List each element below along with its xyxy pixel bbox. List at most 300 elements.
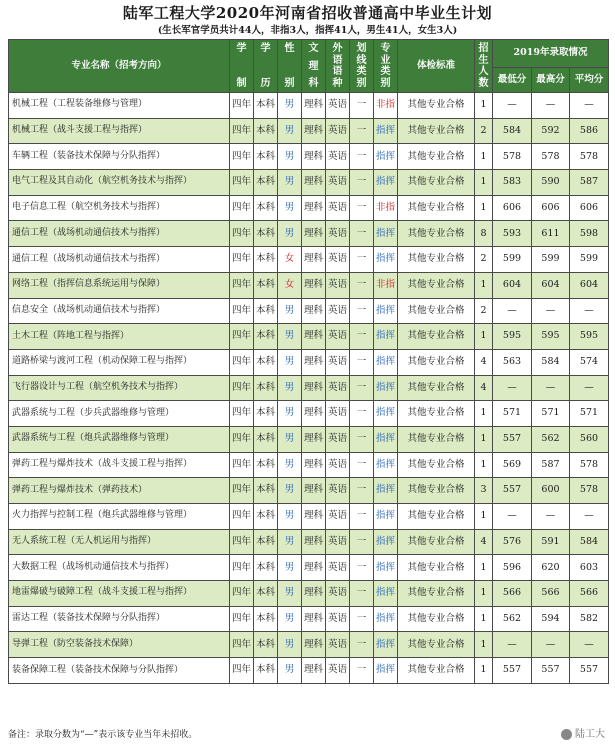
header-huaxian-chars xyxy=(350,43,373,89)
zhuanye-cell: 指挥 xyxy=(374,375,398,401)
header-char: 科 xyxy=(308,78,319,89)
quota-cell: 1 xyxy=(475,195,493,221)
header-2019: 2019年录取情况 xyxy=(493,40,609,68)
huaxian-cell: 一 xyxy=(350,606,374,632)
table-row xyxy=(9,478,609,504)
quota-cell: 4 xyxy=(475,529,493,555)
quota-cell: 1 xyxy=(475,401,493,427)
table-row xyxy=(9,170,609,196)
zhuanye-cell: 指挥 xyxy=(374,247,398,273)
header-char: 语 xyxy=(332,66,343,78)
language-cell: 英语 xyxy=(326,349,350,375)
max-score-cell: 592 xyxy=(532,118,570,144)
tijian-cell: 其他专业合格 xyxy=(398,504,475,530)
header-char: 招 xyxy=(478,43,489,54)
header-char: 历 xyxy=(260,78,271,89)
gender-cell: 男 xyxy=(278,504,302,530)
avg-score-cell: 574 xyxy=(570,349,609,375)
huaxian-cell: 一 xyxy=(350,247,374,273)
xuezhi-cell: 四年 xyxy=(230,221,254,247)
table-row xyxy=(9,426,609,452)
xuezhi-cell: 四年 xyxy=(230,401,254,427)
zhuanye-cell: 指挥 xyxy=(374,221,398,247)
watermark xyxy=(561,725,605,740)
huaxian-cell: 一 xyxy=(350,632,374,658)
header-max: 最高分 xyxy=(532,68,570,93)
tijian-cell: 其他专业合格 xyxy=(398,581,475,607)
wenli-cell: 理科 xyxy=(302,195,326,221)
language-cell: 英语 xyxy=(326,93,350,119)
min-score-cell: 599 xyxy=(493,247,532,273)
quota-cell: 1 xyxy=(475,324,493,350)
min-score-cell: — xyxy=(493,504,532,530)
xueli-cell: 本科 xyxy=(254,658,278,684)
tijian-cell: 其他专业合格 xyxy=(398,452,475,478)
language-cell: 英语 xyxy=(326,658,350,684)
xuezhi-cell: 四年 xyxy=(230,478,254,504)
zhuanye-cell: 指挥 xyxy=(374,401,398,427)
quota-cell: 4 xyxy=(475,375,493,401)
min-score-cell: 595 xyxy=(493,324,532,350)
wenli-cell: 理科 xyxy=(302,324,326,350)
gender-cell: 男 xyxy=(278,195,302,221)
avg-score-cell: 606 xyxy=(570,195,609,221)
max-score-cell: 600 xyxy=(532,478,570,504)
max-score-cell: 584 xyxy=(532,349,570,375)
major-cell: 弹药工程与爆炸技术（弹药技术） xyxy=(9,478,230,504)
xuezhi-cell: 四年 xyxy=(230,298,254,324)
wenli-cell: 理科 xyxy=(302,247,326,273)
language-cell: 英语 xyxy=(326,375,350,401)
wenli-cell: 理科 xyxy=(302,632,326,658)
language-cell: 英语 xyxy=(326,529,350,555)
quota-cell: 2 xyxy=(475,247,493,273)
language-cell: 英语 xyxy=(326,555,350,581)
major-cell: 机械工程（战斗支援工程与指挥） xyxy=(9,118,230,144)
max-score-cell: 590 xyxy=(532,170,570,196)
quota-cell: 1 xyxy=(475,606,493,632)
wenli-cell: 理科 xyxy=(302,221,326,247)
major-cell: 地雷爆破与破障工程（战斗支援工程与指挥） xyxy=(9,581,230,607)
avg-score-cell: 598 xyxy=(570,221,609,247)
xuezhi-cell: 四年 xyxy=(230,504,254,530)
avg-score-cell: 578 xyxy=(570,478,609,504)
min-score-cell: 584 xyxy=(493,118,532,144)
tijian-cell: 其他专业合格 xyxy=(398,118,475,144)
wenli-cell: 理科 xyxy=(302,298,326,324)
gender-cell: 女 xyxy=(278,247,302,273)
page-subtitle: (生长军官学员共计44人，非指3人，指挥41人，男生41人，女生3人) xyxy=(157,25,458,36)
wenli-cell: 理科 xyxy=(302,349,326,375)
max-score-cell: 594 xyxy=(532,606,570,632)
gender-cell: 男 xyxy=(278,658,302,684)
avg-score-cell: 578 xyxy=(570,144,609,170)
max-score-cell: — xyxy=(532,375,570,401)
header-waiyu-chars xyxy=(326,43,349,89)
xueli-cell: 本科 xyxy=(254,195,278,221)
wenli-cell: 理科 xyxy=(302,170,326,196)
tijian-cell: 其他专业合格 xyxy=(398,93,475,119)
gender-cell: 男 xyxy=(278,170,302,196)
max-score-cell: 591 xyxy=(532,529,570,555)
wenli-cell: 理科 xyxy=(302,478,326,504)
major-cell: 土木工程（阵地工程与指挥） xyxy=(9,324,230,350)
wenli-cell: 理科 xyxy=(302,452,326,478)
max-score-cell: 620 xyxy=(532,555,570,581)
avg-score-cell: — xyxy=(570,93,609,119)
gender-cell: 男 xyxy=(278,298,302,324)
huaxian-cell: 一 xyxy=(350,478,374,504)
gender-cell: 女 xyxy=(278,272,302,298)
header-char: 业 xyxy=(380,54,391,66)
min-score-cell: 557 xyxy=(493,426,532,452)
xuezhi-cell: 四年 xyxy=(230,324,254,350)
min-score-cell: — xyxy=(493,375,532,401)
language-cell: 英语 xyxy=(326,298,350,324)
zhuanye-cell: 指挥 xyxy=(374,529,398,555)
table-row xyxy=(9,401,609,427)
wenli-cell: 理科 xyxy=(302,426,326,452)
xuezhi-cell: 四年 xyxy=(230,118,254,144)
wenli-cell: 理科 xyxy=(302,658,326,684)
zhuanye-cell: 指挥 xyxy=(374,581,398,607)
min-score-cell: 606 xyxy=(493,195,532,221)
major-cell: 通信工程（战场机动通信技术与指挥） xyxy=(9,247,230,273)
table-row xyxy=(9,658,609,684)
huaxian-cell: 一 xyxy=(350,298,374,324)
language-cell: 英语 xyxy=(326,401,350,427)
header-char: 别 xyxy=(356,77,367,89)
huaxian-cell: 一 xyxy=(350,581,374,607)
max-score-cell: 611 xyxy=(532,221,570,247)
major-cell: 道路桥梁与渡河工程（机动保障工程与指挥） xyxy=(9,349,230,375)
avg-score-cell: — xyxy=(570,504,609,530)
major-cell: 车辆工程（装备技术保障与分队指挥） xyxy=(9,144,230,170)
tijian-cell: 其他专业合格 xyxy=(398,375,475,401)
header-xuezhi-chars xyxy=(230,43,253,89)
language-cell: 英语 xyxy=(326,247,350,273)
tijian-cell: 其他专业合格 xyxy=(398,606,475,632)
zhuanye-cell: 指挥 xyxy=(374,144,398,170)
header-char: 制 xyxy=(236,78,247,89)
quota-cell: 1 xyxy=(475,93,493,119)
max-score-cell: 604 xyxy=(532,272,570,298)
gender-cell: 男 xyxy=(278,581,302,607)
tijian-cell: 其他专业合格 xyxy=(398,426,475,452)
table-row xyxy=(9,375,609,401)
zhuanye-cell: 指挥 xyxy=(374,298,398,324)
zhuanye-cell: 指挥 xyxy=(374,426,398,452)
header-char: 划 xyxy=(356,43,367,54)
gender-cell: 男 xyxy=(278,632,302,658)
huaxian-cell: 一 xyxy=(350,426,374,452)
max-score-cell: 587 xyxy=(532,452,570,478)
quota-cell: 4 xyxy=(475,349,493,375)
min-score-cell: 571 xyxy=(493,401,532,427)
zhuanye-cell: 指挥 xyxy=(374,349,398,375)
xueli-cell: 本科 xyxy=(254,606,278,632)
table-row xyxy=(9,118,609,144)
quota-cell: 1 xyxy=(475,658,493,684)
quota-cell: 3 xyxy=(475,478,493,504)
avg-score-cell: 587 xyxy=(570,170,609,196)
gender-cell: 男 xyxy=(278,555,302,581)
xueli-cell: 本科 xyxy=(254,581,278,607)
xueli-cell: 本科 xyxy=(254,298,278,324)
tijian-cell: 其他专业合格 xyxy=(398,221,475,247)
table-body xyxy=(9,93,609,684)
table-row xyxy=(9,272,609,298)
table-row xyxy=(9,221,609,247)
xueli-cell: 本科 xyxy=(254,555,278,581)
quota-cell: 1 xyxy=(475,272,493,298)
max-score-cell: 562 xyxy=(532,426,570,452)
table-row xyxy=(9,195,609,221)
tijian-cell: 其他专业合格 xyxy=(398,658,475,684)
avg-score-cell: 595 xyxy=(570,324,609,350)
min-score-cell: 562 xyxy=(493,606,532,632)
xuezhi-cell: 四年 xyxy=(230,426,254,452)
table-row xyxy=(9,529,609,555)
major-cell: 电气工程及其自动化（航空机务技术与指挥） xyxy=(9,170,230,196)
header-zhuanye xyxy=(374,40,398,93)
xueli-cell: 本科 xyxy=(254,452,278,478)
gender-cell: 男 xyxy=(278,375,302,401)
wenli-cell: 理科 xyxy=(302,555,326,581)
header-char: 类 xyxy=(380,66,391,78)
tijian-cell: 其他专业合格 xyxy=(398,529,475,555)
major-cell: 网络工程（指挥信息系统运用与保障） xyxy=(9,272,230,298)
header-char: 理 xyxy=(308,60,319,72)
min-score-cell: 578 xyxy=(493,144,532,170)
xuezhi-cell: 四年 xyxy=(230,144,254,170)
zhuanye-cell: 指挥 xyxy=(374,632,398,658)
major-cell: 火力指挥与控制工程（炮兵武器维修与管理） xyxy=(9,504,230,530)
header-char: 别 xyxy=(284,78,295,89)
header-xuezhi xyxy=(230,40,254,93)
xueli-cell: 本科 xyxy=(254,144,278,170)
min-score-cell: 604 xyxy=(493,272,532,298)
gender-cell: 男 xyxy=(278,452,302,478)
tijian-cell: 其他专业合格 xyxy=(398,555,475,581)
header-xingbie xyxy=(278,40,302,93)
xueli-cell: 本科 xyxy=(254,170,278,196)
header-tijian: 体检标准 xyxy=(398,40,475,93)
language-cell: 英语 xyxy=(326,118,350,144)
huaxian-cell: 一 xyxy=(350,195,374,221)
header-avg: 平均分 xyxy=(570,68,609,93)
quota-cell: 1 xyxy=(475,452,493,478)
table-row xyxy=(9,349,609,375)
tijian-cell: 其他专业合格 xyxy=(398,401,475,427)
xueli-cell: 本科 xyxy=(254,632,278,658)
tijian-cell: 其他专业合格 xyxy=(398,478,475,504)
huaxian-cell: 一 xyxy=(350,555,374,581)
quota-cell: 1 xyxy=(475,170,493,196)
xuezhi-cell: 四年 xyxy=(230,555,254,581)
min-score-cell: 569 xyxy=(493,452,532,478)
quota-cell: 1 xyxy=(475,426,493,452)
huaxian-cell: 一 xyxy=(350,504,374,530)
tijian-cell: 其他专业合格 xyxy=(398,632,475,658)
avg-score-cell: 566 xyxy=(570,581,609,607)
quota-cell: 1 xyxy=(475,555,493,581)
tijian-cell: 其他专业合格 xyxy=(398,247,475,273)
wenli-cell: 理科 xyxy=(302,144,326,170)
header-char: 类 xyxy=(356,66,367,78)
header-waiyu xyxy=(326,40,350,93)
avg-score-cell: 586 xyxy=(570,118,609,144)
language-cell: 英语 xyxy=(326,195,350,221)
min-score-cell: 557 xyxy=(493,658,532,684)
tijian-cell: 其他专业合格 xyxy=(398,144,475,170)
header-char: 专 xyxy=(380,43,391,54)
xueli-cell: 本科 xyxy=(254,118,278,144)
gender-cell: 男 xyxy=(278,426,302,452)
xuezhi-cell: 四年 xyxy=(230,195,254,221)
tijian-cell: 其他专业合格 xyxy=(398,349,475,375)
max-score-cell: 578 xyxy=(532,144,570,170)
xuezhi-cell: 四年 xyxy=(230,170,254,196)
wenli-cell: 理科 xyxy=(302,581,326,607)
quota-cell: 2 xyxy=(475,298,493,324)
gender-cell: 男 xyxy=(278,349,302,375)
wenli-cell: 理科 xyxy=(302,529,326,555)
header-xueli xyxy=(254,40,278,93)
header-char: 人 xyxy=(478,66,489,78)
xueli-cell: 本科 xyxy=(254,324,278,350)
language-cell: 英语 xyxy=(326,478,350,504)
min-score-cell: — xyxy=(493,298,532,324)
xueli-cell: 本科 xyxy=(254,221,278,247)
xueli-cell: 本科 xyxy=(254,247,278,273)
zhuanye-cell: 指挥 xyxy=(374,606,398,632)
table-row xyxy=(9,504,609,530)
xuezhi-cell: 四年 xyxy=(230,375,254,401)
gender-cell: 男 xyxy=(278,93,302,119)
huaxian-cell: 一 xyxy=(350,401,374,427)
language-cell: 英语 xyxy=(326,426,350,452)
major-cell: 导弹工程（防空装备技术保障） xyxy=(9,632,230,658)
wenli-cell: 理科 xyxy=(302,375,326,401)
header-huaxian xyxy=(350,40,374,93)
language-cell: 英语 xyxy=(326,272,350,298)
tijian-cell: 其他专业合格 xyxy=(398,272,475,298)
avg-score-cell: 603 xyxy=(570,555,609,581)
wenli-cell: 理科 xyxy=(302,118,326,144)
avg-score-cell: 582 xyxy=(570,606,609,632)
xuezhi-cell: 四年 xyxy=(230,632,254,658)
header-char: 外 xyxy=(332,43,343,54)
xuezhi-cell: 四年 xyxy=(230,606,254,632)
header-wenli-chars xyxy=(302,43,325,89)
quota-cell: 1 xyxy=(475,581,493,607)
quota-cell: 8 xyxy=(475,221,493,247)
table-row xyxy=(9,606,609,632)
zhuanye-cell: 非指 xyxy=(374,93,398,119)
header-char: 学 xyxy=(260,43,271,54)
huaxian-cell: 一 xyxy=(350,529,374,555)
zhuanye-cell: 指挥 xyxy=(374,555,398,581)
wenli-cell: 理科 xyxy=(302,93,326,119)
language-cell: 英语 xyxy=(326,632,350,658)
zhuanye-cell: 指挥 xyxy=(374,118,398,144)
max-score-cell: 566 xyxy=(532,581,570,607)
max-score-cell: 557 xyxy=(532,658,570,684)
language-cell: 英语 xyxy=(326,144,350,170)
table-row xyxy=(9,555,609,581)
header-zhaosheng xyxy=(475,40,493,93)
header-char: 生 xyxy=(478,54,489,66)
major-cell: 弹药工程与爆炸技术（战斗支援工程与指挥） xyxy=(9,452,230,478)
table-row xyxy=(9,144,609,170)
major-cell: 无人系统工程（无人机运用与指挥） xyxy=(9,529,230,555)
major-cell: 大数据工程（战场机动通信技术与指挥） xyxy=(9,555,230,581)
xueli-cell: 本科 xyxy=(254,349,278,375)
huaxian-cell: 一 xyxy=(350,144,374,170)
wenli-cell: 理科 xyxy=(302,272,326,298)
header-char: 种 xyxy=(332,77,343,89)
zhuanye-cell: 指挥 xyxy=(374,658,398,684)
huaxian-cell: 一 xyxy=(350,324,374,350)
tijian-cell: 其他专业合格 xyxy=(398,195,475,221)
major-cell: 信息安全（战场机动通信技术与指挥） xyxy=(9,298,230,324)
language-cell: 英语 xyxy=(326,606,350,632)
gender-cell: 男 xyxy=(278,221,302,247)
header-xueli-chars xyxy=(254,43,277,89)
zhuanye-cell: 指挥 xyxy=(374,452,398,478)
enrollment-plan-table xyxy=(8,39,609,684)
avg-score-cell: 599 xyxy=(570,247,609,273)
footnote: 备注：录取分数为“—”表示该专业当年未招收。 xyxy=(8,730,198,740)
header-min: 最低分 xyxy=(493,68,532,93)
gender-cell: 男 xyxy=(278,606,302,632)
min-score-cell: — xyxy=(493,632,532,658)
huaxian-cell: 一 xyxy=(350,452,374,478)
quota-cell: 1 xyxy=(475,144,493,170)
avg-score-cell: — xyxy=(570,632,609,658)
header-xingbie-chars xyxy=(278,43,301,89)
gender-cell: 男 xyxy=(278,324,302,350)
max-score-cell: 606 xyxy=(532,195,570,221)
xueli-cell: 本科 xyxy=(254,401,278,427)
header-major: 专业名称（招考方向） xyxy=(9,40,230,93)
xueli-cell: 本科 xyxy=(254,93,278,119)
table-header xyxy=(9,40,609,93)
zhuanye-cell: 指挥 xyxy=(374,324,398,350)
avg-score-cell: — xyxy=(570,298,609,324)
quota-cell: 1 xyxy=(475,632,493,658)
header-char: 线 xyxy=(356,54,367,66)
xueli-cell: 本科 xyxy=(254,426,278,452)
avg-score-cell: 584 xyxy=(570,529,609,555)
language-cell: 英语 xyxy=(326,581,350,607)
min-score-cell: 563 xyxy=(493,349,532,375)
min-score-cell: 566 xyxy=(493,581,532,607)
huaxian-cell: 一 xyxy=(350,118,374,144)
avg-score-cell: 560 xyxy=(570,426,609,452)
gender-cell: 男 xyxy=(278,401,302,427)
major-cell: 武器系统与工程（步兵武器维修与管理） xyxy=(9,401,230,427)
min-score-cell: 593 xyxy=(493,221,532,247)
gender-cell: 男 xyxy=(278,144,302,170)
wechat-icon xyxy=(561,729,572,740)
max-score-cell: 571 xyxy=(532,401,570,427)
table-row xyxy=(9,247,609,273)
major-cell: 飞行器设计与工程（航空机务技术与指挥） xyxy=(9,375,230,401)
gender-cell: 男 xyxy=(278,529,302,555)
huaxian-cell: 一 xyxy=(350,375,374,401)
